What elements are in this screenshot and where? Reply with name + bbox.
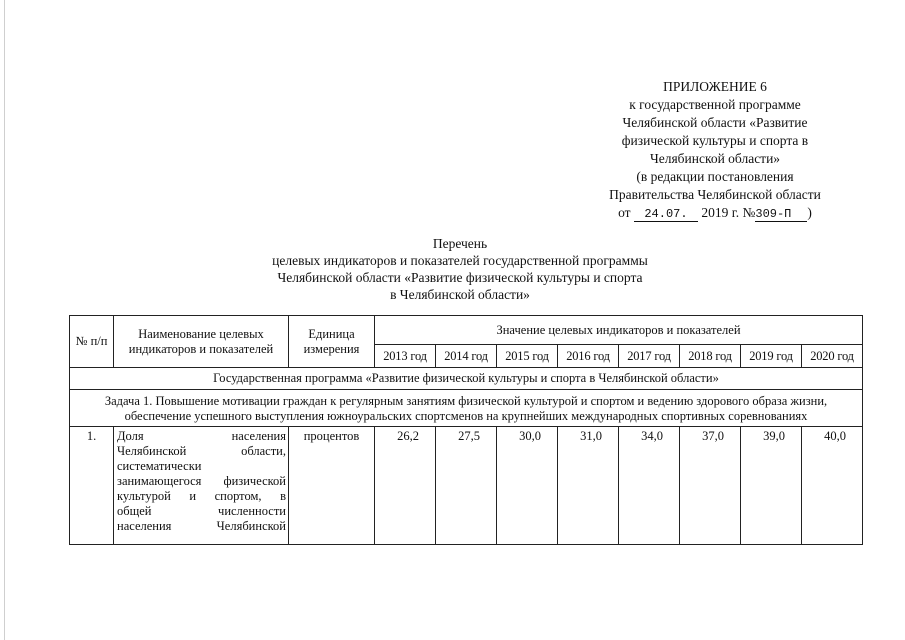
row-name-line: систематически: [117, 459, 202, 473]
appendix-line: Челябинской области»: [649, 151, 781, 166]
program-row: Государственная программа «Развитие физической культуры и спорта в Челябинской области»: [70, 368, 863, 390]
row-name: [114, 427, 289, 545]
closing-paren: ): [807, 205, 812, 220]
header-name: Наименование целевых индикаторов и показателей: [114, 316, 289, 368]
row-name-line: занимающегося физической: [117, 474, 286, 488]
header-year: 2018 год: [680, 345, 741, 368]
appendix-date-line: [590, 204, 840, 222]
page-edge-rule: [4, 0, 5, 640]
row-value: 37,0: [680, 427, 741, 545]
appendix-line: (в редакции постановления: [636, 169, 794, 184]
indicators-table: [69, 315, 863, 545]
appendix-line: Челябинской области «Развитие: [622, 115, 808, 130]
row-name-line: общей численности: [117, 504, 286, 518]
title-line: Перечень: [432, 236, 488, 251]
row-value: 30,0: [497, 427, 558, 545]
document-title: [230, 235, 690, 303]
header-year: 2020 год: [802, 345, 863, 368]
title-line: целевых индикаторов и показателей государственной программы: [272, 253, 648, 268]
row-value: 40,0: [802, 427, 863, 545]
appendix-header: [590, 78, 840, 222]
year-text: 2019 г. №: [701, 205, 756, 220]
from-label: от: [618, 205, 631, 220]
row-value: 26,2: [375, 427, 436, 545]
row-value: 31,0: [558, 427, 619, 545]
header-year: 2014 год: [436, 345, 497, 368]
header-year: 2017 год: [619, 345, 680, 368]
header-year: 2019 год: [741, 345, 802, 368]
appendix-line: Правительства Челябинской области: [609, 187, 821, 202]
row-value: 39,0: [741, 427, 802, 545]
title-line: Челябинской области «Развитие физической культуры и спорта: [277, 270, 643, 285]
row-value: 34,0: [619, 427, 680, 545]
row-name-line: культурой и спортом, в: [117, 489, 286, 503]
handwritten-number: 309-П: [755, 207, 807, 222]
header-unit: Единица измерения: [289, 316, 375, 368]
row-name-line: населения Челябинской: [117, 519, 286, 533]
handwritten-date: 24.07.: [634, 207, 698, 222]
title-line: в Челябинской области»: [390, 287, 530, 302]
header-year: 2016 год: [558, 345, 619, 368]
header-values-group: Значение целевых индикаторов и показателей: [375, 316, 863, 345]
appendix-line: физической культуры и спорта в: [621, 133, 809, 148]
row-name-line: Челябинской области,: [117, 444, 286, 458]
header-year: 2013 год: [375, 345, 436, 368]
task-row: Задача 1. Повышение мотивации граждан к регулярным занятиям физической культурой и спортом и ведению здорового образа жизни, обеспечение успешного выступления южноуральских спортсменов на крупнейших международных спортивных соревнованиях: [70, 390, 863, 427]
row-value: 27,5: [436, 427, 497, 545]
row-unit: процентов: [289, 427, 375, 545]
header-num: № п/п: [70, 316, 114, 368]
header-year: 2015 год: [497, 345, 558, 368]
appendix-title: ПРИЛОЖЕНИЕ 6: [663, 79, 767, 94]
table-row: [70, 427, 863, 545]
appendix-line: к государственной программе: [629, 97, 801, 112]
row-num: 1.: [70, 427, 114, 545]
row-name-line: Доля населения: [117, 429, 286, 443]
